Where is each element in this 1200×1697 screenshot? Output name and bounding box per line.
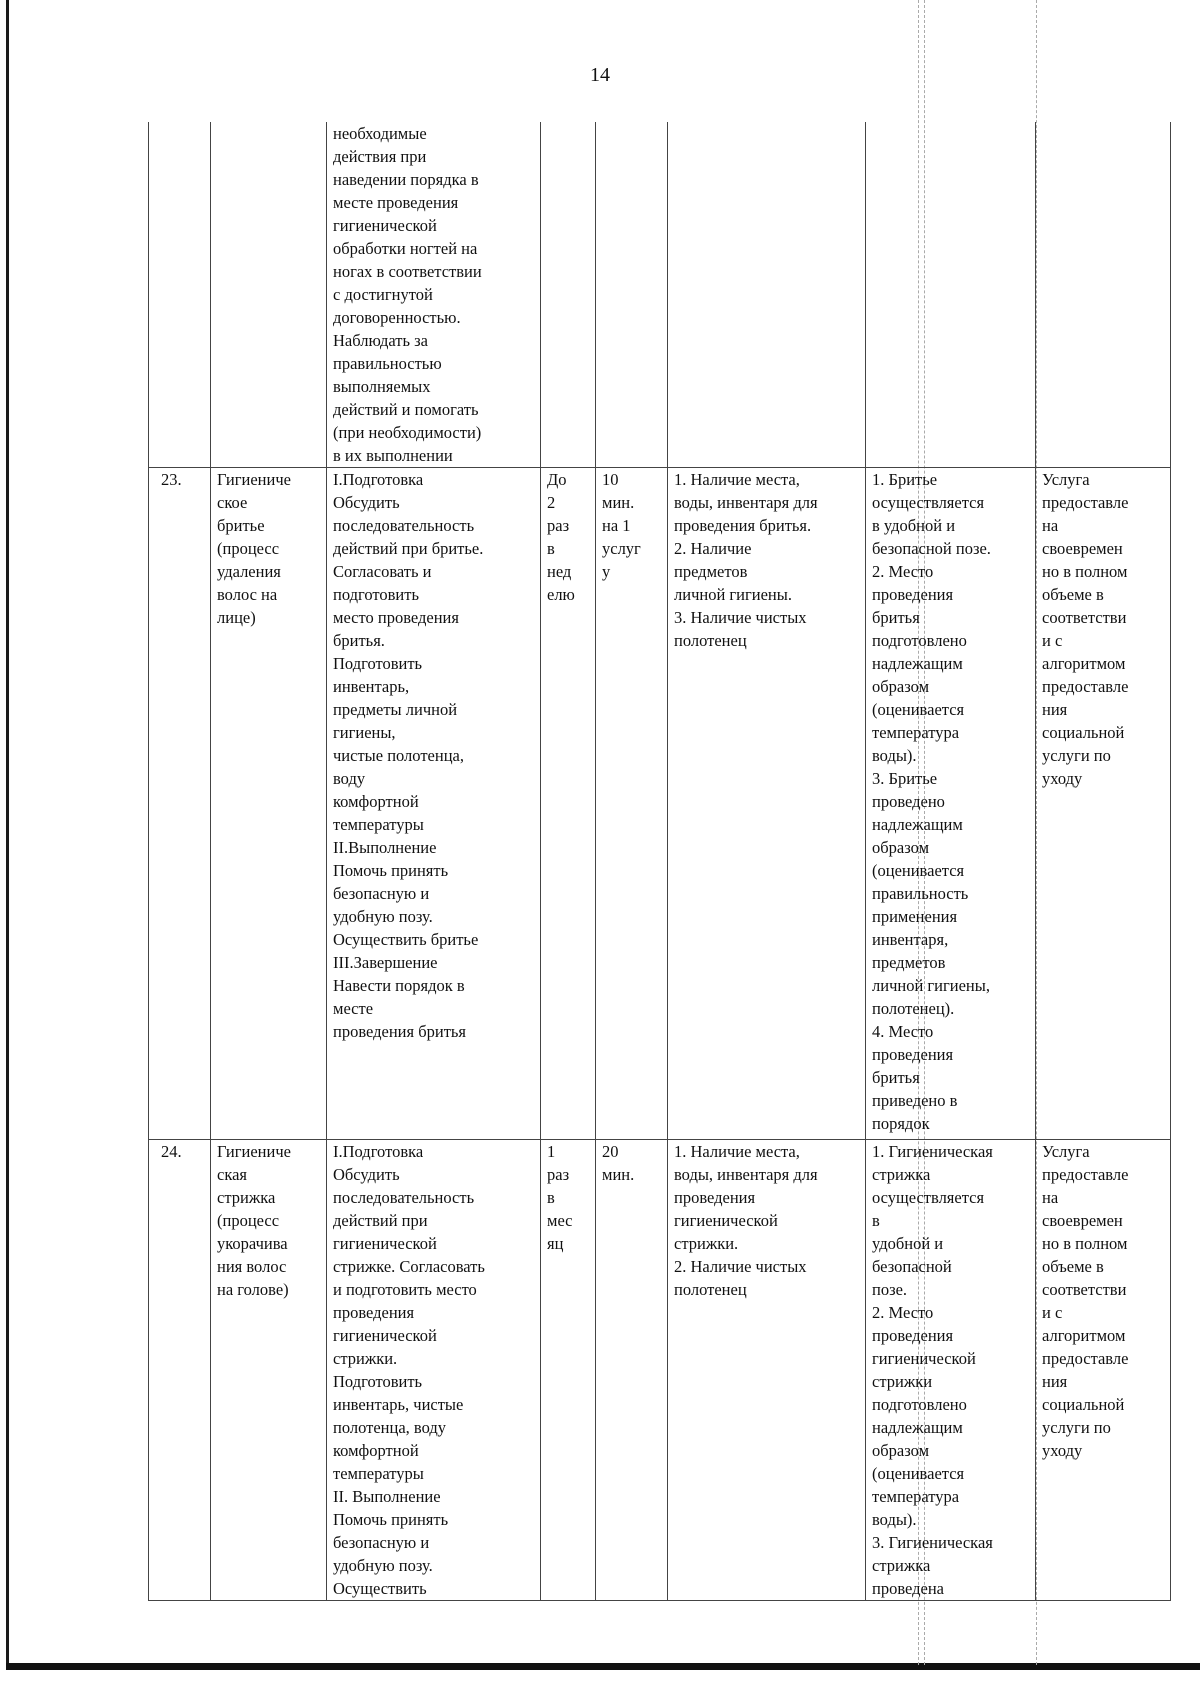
cell-service [211,122,327,468]
cell-number [149,122,211,468]
cell-content: I.Подготовка Обсудить последовательность действий при бритье. Согласовать и подготовить место проведения бритья. Подготовить инвентарь, предметы личной гигиены, чистые полотенца, воду комфортной температуры II.Выполнение Помочь принять безопасную и удобную позу. Осуществить бритье III.Завершение Навести порядок в месте проведения бритья [327,468,541,1140]
cell-conditions [668,122,866,468]
cell-number: 23. [149,468,211,1140]
cell-content: необходимые действия при наведении порядка в месте проведения гигиенической обработки ногтей на ногах в соответствии с достигнутой договоренностью. Наблюдать за правильностью выполняемых действий и помогать (при необходимости) в их выполнении [327,122,541,468]
cell-duration: 10 мин. на 1 услуг у [596,468,668,1140]
cell-frequency [541,122,596,468]
table-row-23 [149,468,1171,1140]
cell-conditions: 1. Наличие места, воды, инвентаря для проведения гигиенической стрижки. 2. Наличие чистых полотенец [668,1140,866,1601]
cell-number: 24. [149,1140,211,1601]
cell-indicators [866,122,1036,468]
page-number: 14 [590,64,610,86]
cell-service: Гигиениче ское бритье (процесс удаления волос на лице) [211,468,327,1140]
cell-indicators: 1. Гигиеническая стрижка осуществляется в удобной и безопасной позе. 2. Место проведения гигиенической стрижки подготовлено надлежащим образом (оценивается температура воды). 3. Гигиеническая стрижка проведена [866,1140,1036,1601]
cell-service: Гигиениче ская стрижка (процесс укорачива ния волос на голове) [211,1140,327,1601]
table-row-continuation [149,122,1171,468]
scan-left-edge [6,0,9,1665]
scan-bottom-edge [6,1663,1200,1670]
cell-conditions: 1. Наличие места, воды, инвентаря для проведения бритья. 2. Наличие предметов личной гигиены. 3. Наличие чистых полотенец [668,468,866,1140]
cell-frequency: До 2 раз в нед елю [541,468,596,1140]
cell-content: I.Подготовка Обсудить последовательность действий при гигиенической стрижке. Согласовать и подготовить место проведения гигиенической стрижки. Подготовить инвентарь, чистые полотенца, воду комфортной температуры II. Выполнение Помочь принять безопасную и удобную позу. Осуществить [327,1140,541,1601]
cell-result [1036,122,1171,468]
table-row-24 [149,1140,1171,1601]
cell-duration: 20 мин. [596,1140,668,1601]
cell-frequency: 1 раз в мес яц [541,1140,596,1601]
cell-result: Услуга предоставле на своевремен но в полном объеме в соответстви и с алгоритмом предоставле ния социальной услуги по уходу [1036,468,1171,1140]
cell-result: Услуга предоставле на своевремен но в полном объеме в соответстви и с алгоритмом предоставле ния социальной услуги по уходу [1036,1140,1171,1601]
cell-duration [596,122,668,468]
services-table [148,122,1171,1601]
cell-indicators: 1. Бритье осуществляется в удобной и безопасной позе. 2. Место проведения бритья подготовлено надлежащим образом (оценивается температура воды). 3. Бритье проведено надлежащим образом (оценивается правильность применения инвентаря, предметов личной гигиены, полотенец). 4. Место проведения бритья приведено в порядок [866,468,1036,1140]
